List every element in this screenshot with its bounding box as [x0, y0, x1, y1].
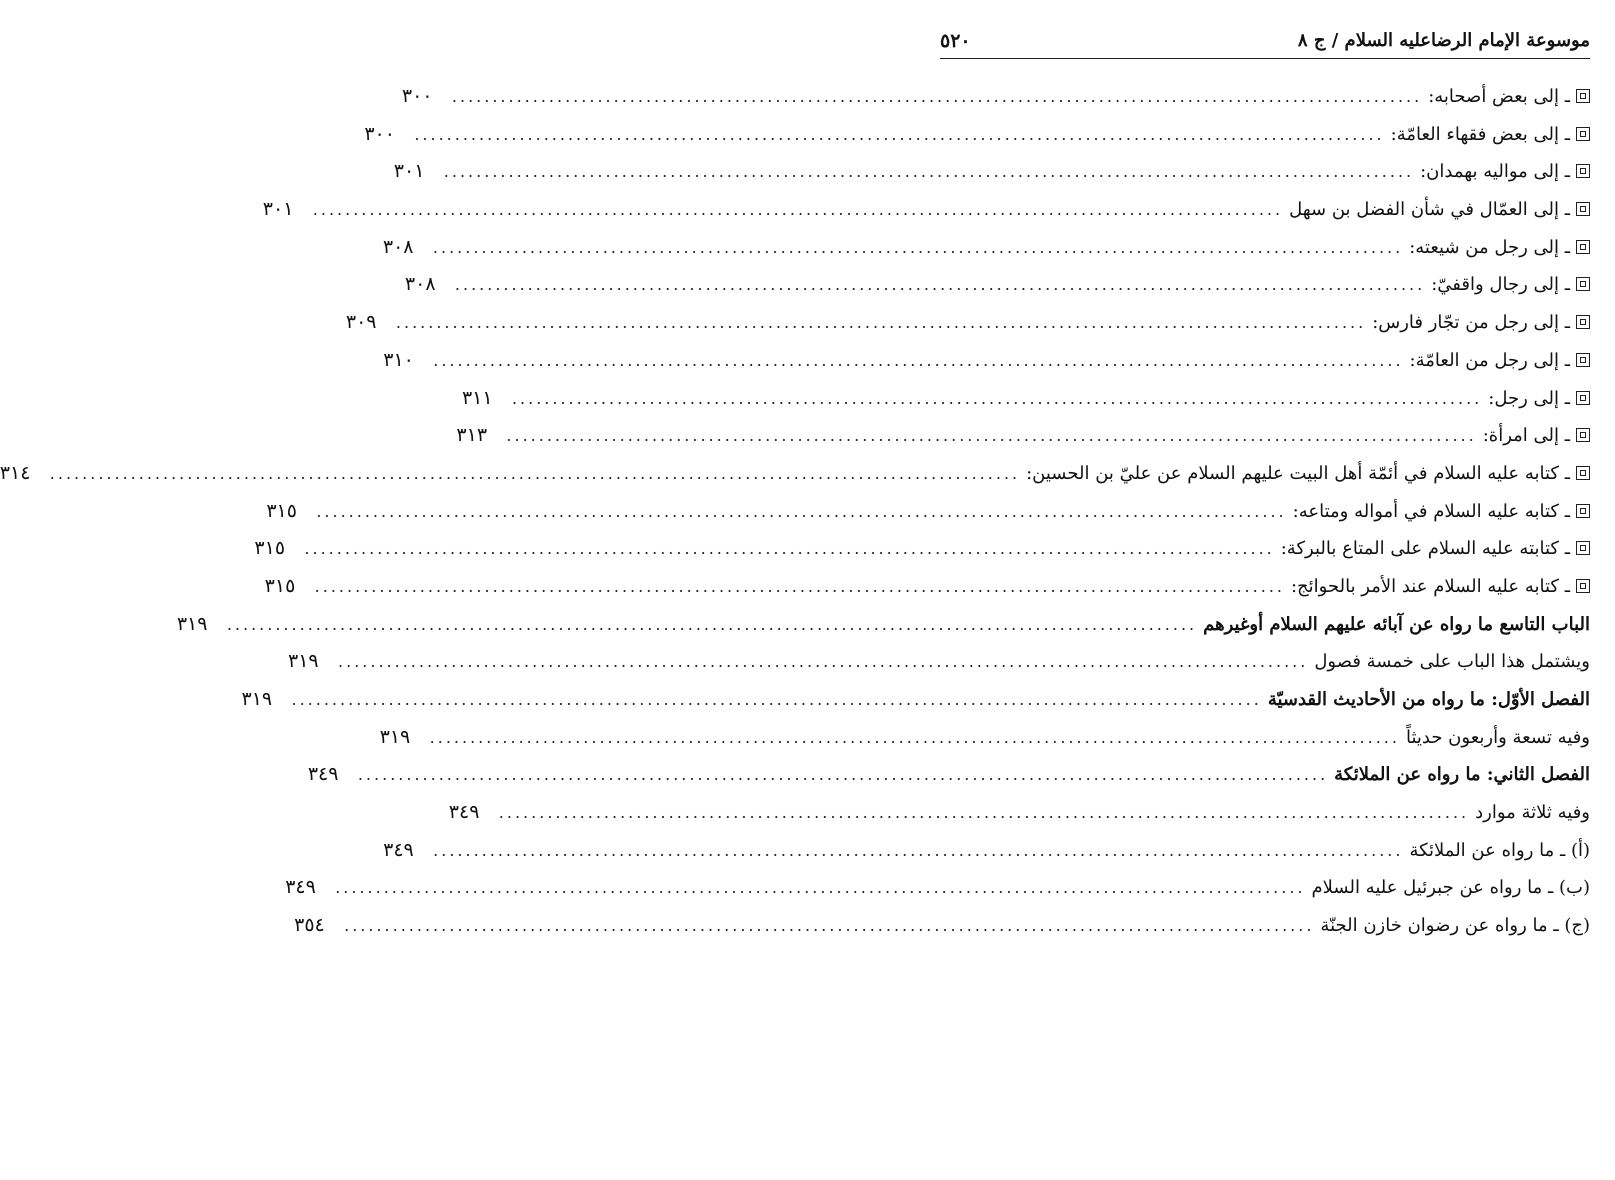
toc-entry-title: ـ كتابه عليه السلام في أئمّة أهل البيت عليهم السلام عن عليّ بن الحسين: [1026, 462, 1570, 484]
square-bullet-icon [1576, 164, 1590, 178]
toc-entry [266, 493, 1590, 531]
toc-entry [382, 229, 1590, 267]
toc-entry-title: ـ إلى بعض فقهاء العامّة: [1390, 123, 1570, 145]
toc-entry-title: ـ إلى رجل: [1488, 387, 1570, 409]
toc-entry [241, 681, 1590, 719]
toc-entry [294, 907, 1590, 945]
toc-entry-page-number: ٣٠٨ [404, 273, 436, 296]
toc-entry-title: وفيه ثلاثة موارد [1475, 802, 1590, 824]
toc-entry [285, 869, 1590, 907]
leader-dots: ........................................................................................................................ [433, 840, 1404, 860]
toc-entry-page-number: ٣٠٩ [345, 311, 377, 334]
toc-entry-title: ـ إلى مواليه بهمدان: [1420, 161, 1570, 183]
square-bullet-icon [1576, 89, 1590, 103]
square-bullet-icon [1576, 127, 1590, 141]
toc-entry [379, 719, 1590, 757]
square-bullet-icon [1576, 579, 1590, 593]
toc-entry-page-number: ٣١٩ [288, 650, 319, 673]
leader-dots: ........................................................................................................................ [338, 652, 1309, 672]
toc-entry-page-number: ٣١٥ [254, 537, 286, 560]
leader-dots: ........................................................................................................................ [432, 237, 1404, 257]
toc-entry [345, 304, 1590, 342]
toc-entry-page-number: ٣١٩ [241, 688, 273, 710]
toc-entry [383, 342, 1590, 380]
leader-dots: ........................................................................................................................ [451, 87, 1423, 106]
toc-entry-title: ـ إلى امرأة: [1482, 425, 1570, 447]
square-bullet-icon [1576, 202, 1590, 216]
toc-entry [254, 530, 1590, 568]
leader-dots: ........................................................................................................................ [316, 501, 1287, 521]
toc-entry-page-number: ٣١٩ [176, 612, 208, 635]
leader-dots: ........................................................................................................................ [335, 878, 1306, 898]
toc-entry-title: (ب) ـ ما رواه عن جبرئيل عليه السلام [1311, 877, 1590, 899]
toc-entry-page-number: ٣٤٩ [285, 876, 316, 899]
toc-entry-title: ـ كتابه عليه السلام في أمواله ومتاعه: [1292, 500, 1570, 522]
square-bullet-icon [1576, 353, 1590, 367]
toc-entry-page-number: ٣٠١ [262, 198, 294, 221]
leader-dots: ........................................................................................................................ [498, 803, 1470, 823]
toc-entry-title: ـ إلى رجل من العامّة: [1409, 349, 1570, 371]
square-bullet-icon [1576, 504, 1590, 518]
leader-dots: ........................................................................................................................ [454, 275, 1426, 295]
toc-entry-page-number: ٣٠٠ [401, 85, 433, 107]
toc-entry-page-number: ٣٠٠ [364, 122, 395, 145]
square-bullet-icon [1576, 428, 1590, 442]
leader-dots: ........................................................................................................................ [344, 916, 1315, 936]
leader-dots: ........................................................................................................................ [312, 200, 1284, 220]
toc-entry-page-number: ٣١٣ [456, 424, 488, 447]
toc-entry [404, 266, 1590, 304]
toc-entry-page-number: ٣١٩ [379, 725, 411, 748]
square-bullet-icon [1576, 277, 1590, 291]
toc-entry-title: ـ إلى العمّال في شأن الفضل بن سهل [1289, 199, 1570, 221]
toc-entry [383, 832, 1590, 870]
toc-entry-page-number: ٣٤٩ [307, 763, 339, 786]
toc-entry [262, 191, 1590, 229]
leader-dots: ........................................................................................................................ [304, 539, 1275, 559]
toc-entry [176, 606, 1590, 644]
toc-entry-page-number: ٣١٤ [0, 461, 31, 484]
square-bullet-icon [1576, 541, 1590, 555]
running-header [940, 18, 1590, 59]
leader-dots: ........................................................................................................................ [395, 313, 1367, 333]
square-bullet-icon [1576, 240, 1590, 254]
leader-dots: ........................................................................................................................ [433, 350, 1404, 370]
toc-entry [456, 417, 1590, 455]
toc-entry-title: وفيه تسعة وأربعون حديثاً [1405, 726, 1590, 748]
toc-entry [461, 380, 1590, 418]
toc-entry [448, 794, 1590, 832]
toc-entry-page-number: ٣٤٩ [448, 801, 480, 824]
toc-entry [264, 568, 1590, 606]
toc-entry-title: الباب التاسع ما رواه عن آبائه عليهم السلام أوغيرهم [1203, 613, 1590, 635]
toc-entry-title: ـ إلى رجال واقفيّ: [1431, 274, 1570, 296]
leader-dots: ........................................................................................................................ [443, 162, 1415, 182]
toc-entry-page-number: ٣١٥ [264, 574, 296, 597]
toc-entry-title: (أ) ـ ما رواه عن الملائكة [1409, 839, 1590, 861]
toc-entry-title: ـ إلى بعض أصحابه: [1428, 86, 1570, 107]
leader-dots: ........................................................................................................................ [291, 690, 1262, 709]
toc-entry-page-number: ٣١٥ [266, 499, 297, 522]
toc-entry-title: ويشتمل هذا الباب على خمسة فصول [1314, 651, 1590, 673]
toc-entry-page-number: ٣١١ [461, 386, 493, 409]
toc-entry-page-number: ٣٠٨ [382, 235, 414, 258]
toc-entry-title: ـ إلى رجل من شيعته: [1409, 236, 1570, 258]
toc-entry [307, 756, 1590, 794]
square-bullet-icon [1576, 466, 1590, 480]
leader-dots: ........................................................................................................................ [314, 576, 1285, 596]
leader-dots: ........................................................................................................................ [49, 463, 1021, 483]
table-of-contents [0, 78, 1590, 945]
toc-entry-page-number: ٣١٠ [383, 348, 414, 371]
leader-dots: ........................................................................................................................ [414, 124, 1385, 144]
toc-entry-title: (ج) ـ ما رواه عن رضوان خازن الجنّة [1320, 915, 1590, 937]
leader-dots: ........................................................................................................................ [506, 426, 1477, 446]
leader-dots: ........................................................................................................................ [357, 765, 1329, 785]
toc-entry-page-number: ٣٠١ [393, 160, 425, 183]
header-title: موسوعة الإمام الرضاعليه السلام / ج ٨ [1297, 30, 1590, 51]
toc-entry [0, 455, 1590, 493]
leader-dots: ........................................................................................................................ [226, 614, 1198, 634]
toc-entry [393, 153, 1590, 191]
square-bullet-icon [1576, 315, 1590, 329]
header-page-number: ٥٢٠ [940, 30, 971, 52]
toc-entry-title: الفصل الأوّل: ما رواه من الأحاديث القدسيّة [1267, 689, 1590, 710]
toc-entry-title: ـ كتابته عليه السلام على المتاع بالبركة: [1280, 538, 1570, 560]
toc-entry-page-number: ٣٥٤ [294, 914, 325, 937]
toc-entry [288, 643, 1590, 681]
toc-entry [364, 116, 1590, 154]
square-bullet-icon [1576, 391, 1590, 405]
leader-dots: ........................................................................................................................ [511, 388, 1483, 408]
toc-entry [401, 78, 1590, 116]
leader-dots: ........................................................................................................................ [429, 727, 1400, 747]
toc-entry-page-number: ٣٤٩ [383, 838, 414, 861]
toc-entry-title: الفصل الثاني: ما رواه عن الملائكة [1334, 764, 1590, 786]
toc-entry-title: ـ كتابه عليه السلام عند الأمر بالحوائج: [1290, 575, 1570, 597]
toc-entry-title: ـ إلى رجل من تجّار فارس: [1372, 312, 1570, 334]
